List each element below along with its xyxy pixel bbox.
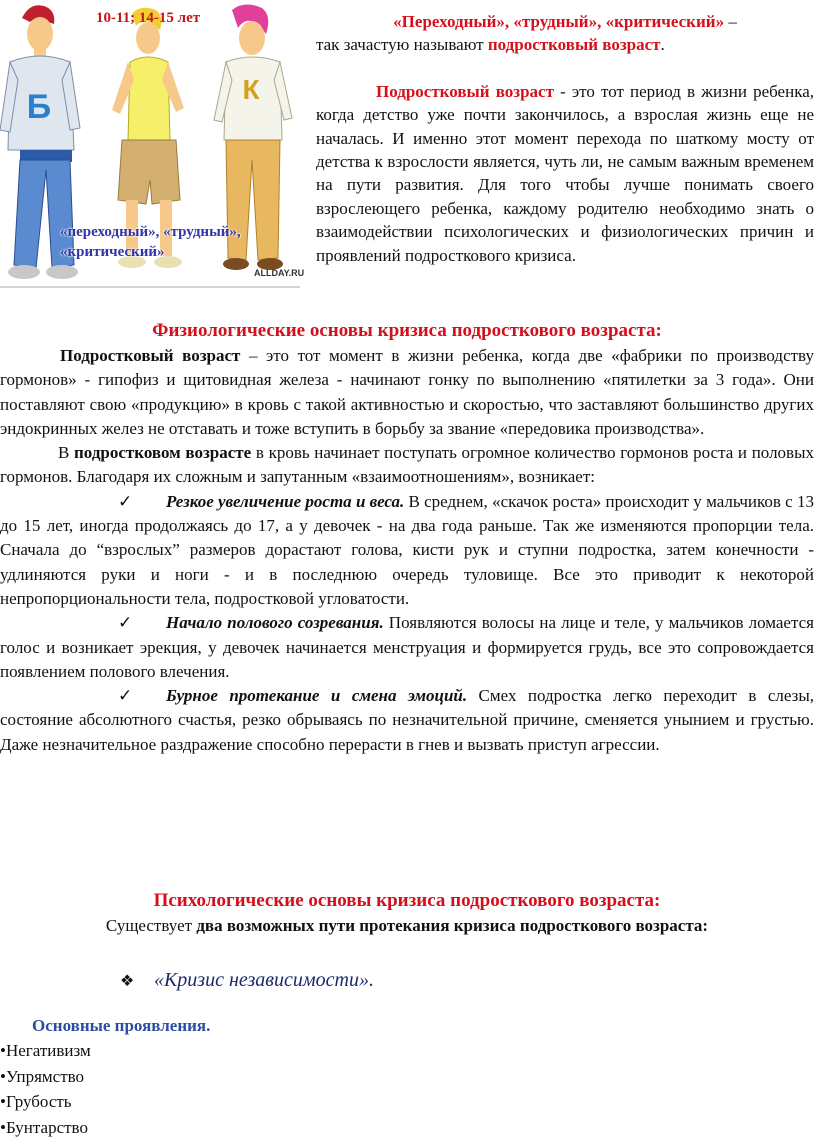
psychology-heading: Психологические основы кризиса подросткового возраста: <box>153 890 661 911</box>
age-label: 10-11; 14-15 лет <box>96 10 201 26</box>
physiology-item-1 <box>0 490 814 611</box>
physiology-item-3 <box>0 684 814 757</box>
item-1-title: Резкое увеличение роста и веса. <box>166 491 405 511</box>
physiology-item-2 <box>0 611 814 684</box>
p2-bold-term: подростковом возрасте <box>74 443 252 463</box>
intro-line-2-term: подростковый возраст <box>487 35 661 55</box>
shirt-letter-b: Б <box>26 88 52 126</box>
p2-text: в кровь начинает поступать огромное количество гормонов роста и половых гормонов. Благодаря их сложным и запутанным «взаимоотношениям», возникает: <box>0 443 815 487</box>
item-3-title: Бурное протекание и смена эмоций. <box>166 686 468 706</box>
manifestations-label: Основные проявления. <box>32 1016 211 1035</box>
intro-paragraph-text: - это тот период в жизни ребенка, когда детство уже почти закончилось, а взрослая жизнь еще не началась. И именно этот момент перехода по шаткому мосту от детства к взрослости является, чуть ли, не самым важным временем на пути развития. Для того чтобы лучше понимать своего взрослеющего ребенка, каждому родителю необходимо знать о взаимодействии психологических и физиологических причин и проявлений подросткового кризиса. <box>316 81 814 265</box>
intro-paragraph <box>316 80 814 267</box>
headline-dash: – <box>724 12 737 31</box>
subheading-prefix: Существует <box>105 916 197 935</box>
physiology-paragraph-1 <box>0 344 814 441</box>
p1-text: – это тот момент в жизни ребенка, когда две «фабрики по производству гормонов» - гипофиз и щитовидная железа - начинают гонку по выполнению «пятилетки за 3 года». Они поставляют свою «продукцию» в кровь с такой активностью и скоростью, что заставляют большинство других эндокринных желез не отставать и тоже вступить в борьбу за звание «передовика производства». <box>0 346 814 438</box>
headline-quoted-terms: «Переходный», «трудный», «критический» <box>393 12 725 31</box>
list-item: •Бунтарство <box>0 1117 88 1137</box>
checkmark-icon: ✓ <box>118 613 133 633</box>
physiology-paragraph-2 <box>0 441 814 490</box>
physiology-heading: Физиологические основы кризиса подросткового возраста: <box>152 320 662 341</box>
item-3-text: Смех подростка легко переходит в слезы, состояние абсолютного счастья, резко обрываясь по незначительной причине, сменяется унынием и грустью. Даже незначительное раздражение способно перерасти в гнев и вызвать приступ агрессии. <box>0 686 814 754</box>
intro-line-2-prefix: так зачастую называют <box>316 35 488 55</box>
psychology-subheading <box>0 914 814 938</box>
list-item: •Упрямство <box>0 1066 85 1086</box>
item-2-text: Появляются волосы на лице и теле, у мальчиков ломается голос и возникает эрекция, у девочек начинается менструация и формируется грудь, все это сопровождается появлением полового влечения. <box>0 613 814 681</box>
intro-headline <box>316 10 814 33</box>
checkmark-icon: ✓ <box>118 686 133 706</box>
intro-paragraph-term: Подростковый возраст <box>376 81 554 101</box>
item-2-title: Начало полового созревания. <box>166 613 384 633</box>
path-1-heading <box>0 968 814 994</box>
diamond-bullet-icon: ❖ <box>120 973 135 990</box>
intro-line-2-suffix: . <box>660 35 665 55</box>
physiology-section <box>0 318 814 757</box>
list-item: •Негативизм <box>0 1041 91 1060</box>
caption-line-2: «критический» <box>60 244 165 260</box>
manifestations-list <box>0 1038 814 1140</box>
p2-prefix: В <box>58 443 75 463</box>
subheading-bold: два возможных пути протекания кризиса подросткового возраста: <box>196 916 709 935</box>
teenagers-illustration <box>0 0 305 290</box>
item-1-text: В среднем, «скачок роста» происходит у мальчиков с 13 до 15 лет, иногда продолжаясь до 17, а у девочек - на два года раньше. Так же изменяются пропорции тела. Сначала до “взрослых” размеров дорастают голова, кисти рук и ступни подростка, затем конечности - удлиняются руки и ноги - и в последнюю очередь туловище. Все это приводит к некоторой непропорциональности тела, подростковой угловатости. <box>0 491 815 608</box>
p1-bold-term: Подростковый возраст <box>60 346 241 365</box>
intro-block <box>316 10 814 267</box>
checkmark-icon: ✓ <box>118 491 133 511</box>
caption-line-1: «переходный», «трудный», <box>60 224 241 240</box>
shirt-letter-k: К <box>242 74 260 105</box>
site-logo: ALLDAY.RU <box>254 268 305 278</box>
illustration-caption <box>60 222 241 262</box>
path-1-title: «Кризис независимости». <box>154 969 374 991</box>
psychology-section <box>0 888 814 1140</box>
intro-line-2 <box>316 33 814 56</box>
list-item: •Грубость <box>0 1092 72 1112</box>
